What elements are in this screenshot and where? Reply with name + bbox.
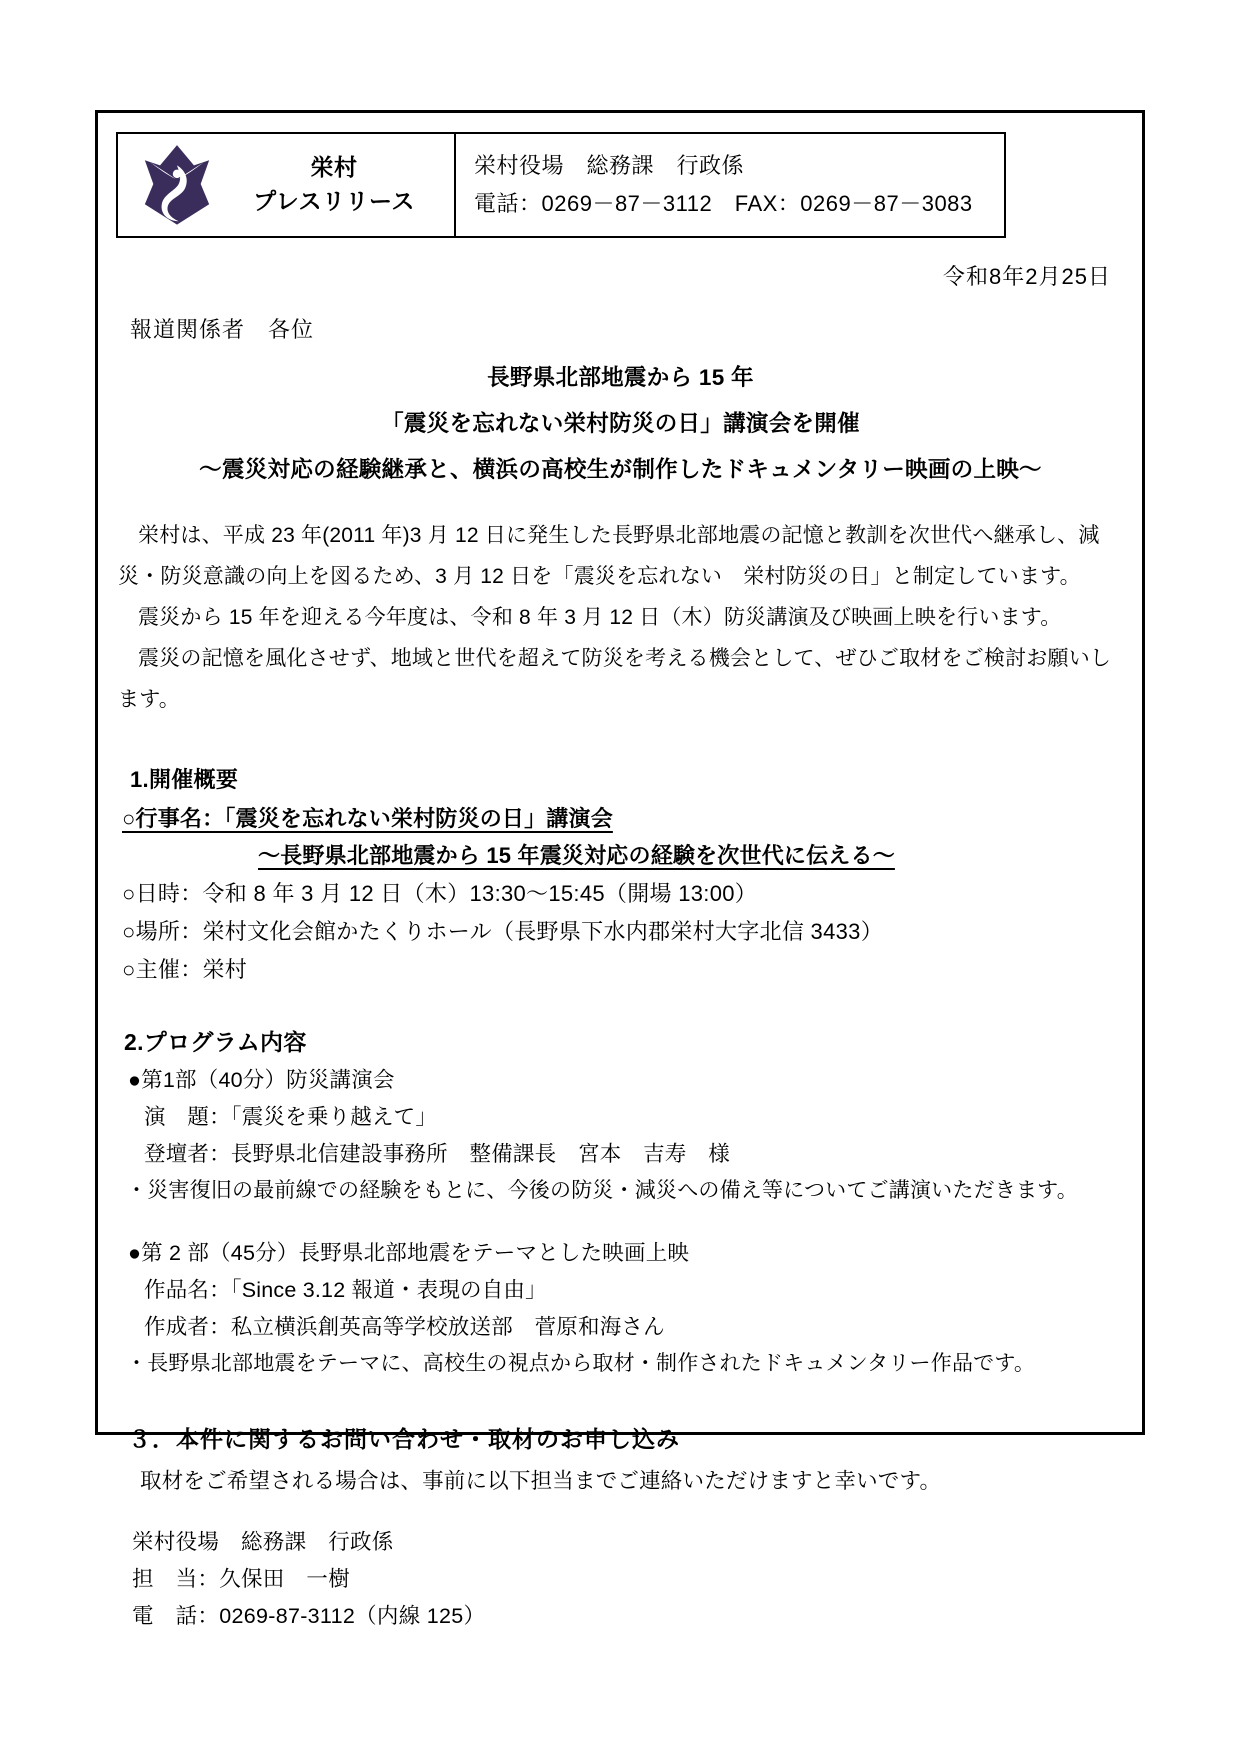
event-organizer: ○主催：栄村 <box>122 956 248 982</box>
part2-work: 作品名：「Since 3.12 報道・表現の自由」 <box>144 1277 547 1302</box>
section-1-event-name-row2 <box>258 839 1123 870</box>
contact-office: 栄村役場 総務課 行政係 <box>132 1529 394 1554</box>
title-line-3: ～震災対応の経験継承と、横浜の高校生が制作したドキュメンタリー映画の上映～ <box>199 457 1042 482</box>
section-1-heading: 1.開催概要 <box>130 766 239 792</box>
header-brand-title <box>226 150 450 219</box>
part1-title: ●第1部（40分）防災講演会 <box>128 1067 395 1092</box>
program-spacer <box>118 1204 1123 1230</box>
part2-creator: 作成者：私立横浜創英高等学校放送部 菅原和海さん <box>144 1314 665 1339</box>
contact-tel: 電 話：0269-87-3112（内線 125） <box>132 1603 486 1628</box>
part1-note: ・災害復旧の最前線での経験をもとに、今後の防災・減災への備え等についてご講演いただきます。 <box>126 1178 1078 1202</box>
intro-paragraph-1: 栄村は、平成 23 年(2011 年)3 月 12 日に発生した長野県北部地震の記憶と教訓を次世代へ継承し、減災・防災意識の向上を図るため、3 月 12 日を「震災を忘れない 栄村防災の日」と制定しています。 <box>118 524 1100 588</box>
document-content <box>118 132 1123 1630</box>
header-table <box>116 132 1006 238</box>
sakae-village-crest-icon <box>134 140 220 228</box>
event-datetime: ○日時：令和 8 年 3 月 12 日（木）13:30～15:45（開場 13:00） <box>122 880 758 906</box>
part1-speaker: 登壇者：長野県北信建設事務所 整備課長 宮本 吉寿 様 <box>144 1141 730 1166</box>
header-brand-cell <box>118 134 456 236</box>
header-org: 栄村役場 総務課 行政係 <box>474 152 745 178</box>
section-3-heading: ３．本件に関するお問い合わせ・取材のお申し込み <box>128 1425 680 1452</box>
part2-note: ・長野県北部地震をテーマに、高校生の視点から取材・制作されたドキュメンタリー作品です。 <box>126 1351 1036 1375</box>
title-line-2: 「震災を忘れない栄村防災の日」講演会を開催 <box>381 411 860 436</box>
intro-paragraph-3: 震災の記憶を風化させず、地域と世代を超えて防災を考える機会として、ぜひご取材をご検討お願いします。 <box>118 646 1112 711</box>
title-block <box>118 360 1123 484</box>
intro-block <box>118 516 1123 721</box>
header-contact-cell <box>456 134 1004 236</box>
part1-subject: 演 題：「震災を乗り越えて」 <box>144 1104 438 1129</box>
issue-date: 令和8年2月25日 <box>943 264 1111 289</box>
event-name-line-1: ○行事名：「震災を忘れない栄村防災の日」講演会 <box>122 805 613 831</box>
header-tel-fax: 電話：0269－87－3112 FAX：0269－87－3083 <box>474 191 973 216</box>
section-3-intro: 取材をご希望される場合は、事前に以下担当までご連絡いただけますと幸いです。 <box>140 1468 942 1493</box>
title-line-1: 長野県北部地震から 15 年 <box>487 365 754 390</box>
section-2-heading: 2.プログラム内容 <box>124 1028 307 1055</box>
brand-line-1: 栄村 <box>310 153 358 180</box>
section-1-event-name-row1 <box>122 802 1123 833</box>
contact-block <box>118 1525 1123 1630</box>
event-place: ○場所：栄村文化会館かたくりホール（長野県下水内郡栄村大字北信 3433） <box>122 918 884 944</box>
event-name-line-2: ～長野県北部地震から 15 年震災対応の経験を次世代に伝える～ <box>258 842 895 868</box>
intro-paragraph-2: 震災から 15 年を迎える今年度は、令和 8 年 3 月 12 日（木）防災講演及び映画上映を行います。 <box>138 605 1062 629</box>
contact-person: 担 当：久保田 一樹 <box>132 1566 351 1591</box>
recipient-line: 報道関係者 各位 <box>130 317 315 342</box>
brand-line-2: プレスリリース <box>253 188 415 214</box>
part2-title: ●第 2 部（45分）長野県北部地震をテーマとした映画上映 <box>128 1240 690 1265</box>
